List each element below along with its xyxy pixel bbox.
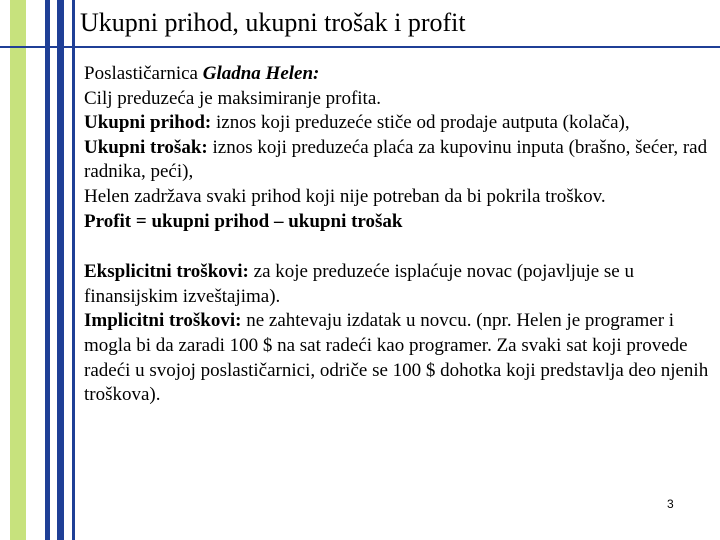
decorative-stripe-white xyxy=(26,0,45,540)
slide-content xyxy=(84,62,716,408)
cost-text: iznos koji preduzeća plaća za kupovinu inputa (brašno, šećer, rad radnika, peći), xyxy=(84,136,708,183)
intro-line xyxy=(84,62,716,87)
title-underline xyxy=(0,46,720,48)
goal-line: Cilj preduzeća je maksimiranje profita. xyxy=(84,87,382,109)
cost-definition xyxy=(84,136,716,185)
helen-line: Helen zadržava svaki prihod koji nije potreban da bi pokrila troškov. xyxy=(84,185,606,207)
decorative-stripe-green xyxy=(10,0,26,540)
revenue-text: iznos koji preduzeće stiče od prodaje autputa (kolača), xyxy=(211,112,630,134)
decorative-stripe-blue xyxy=(45,0,50,540)
profit-formula: Profit = ukupni prihod – ukupni trošak xyxy=(84,210,403,232)
explicit-term: Eksplicitni troškovi: xyxy=(84,261,249,283)
decorative-stripe-blue xyxy=(57,0,64,540)
revenue-term: Ukupni prihod: xyxy=(84,112,212,134)
intro-prefix: Poslastičarnica xyxy=(84,63,203,84)
cost-term: Ukupni trošak: xyxy=(84,136,208,158)
explicit-text: za koje preduzeće isplaćuje novac (pojavljuje se u finansijskim izveštajima). xyxy=(84,261,634,307)
business-name: Gladna Helen: xyxy=(202,63,320,84)
implicit-term: Implicitni troškovi: xyxy=(84,310,242,332)
implicit-text: ne zahtevaju izdatak u novcu. (npr. Helen je programer i mogla bi da zaradi 100 $ na sat radeći kao programer. Za svaki sat koji provede radeći u svojoj poslastičarnici, odriče se 100 $ dohotka koji predstavlja deo njenih troškova). xyxy=(84,310,709,406)
paragraph-gap xyxy=(84,234,716,260)
decorative-stripe-blue xyxy=(72,0,75,540)
revenue-definition xyxy=(84,111,716,136)
implicit-costs xyxy=(84,309,716,407)
slide-number: 3 xyxy=(667,497,674,511)
explicit-costs xyxy=(84,260,716,309)
slide-title: Ukupni prihod, ukupni trošak i profit xyxy=(80,8,466,37)
